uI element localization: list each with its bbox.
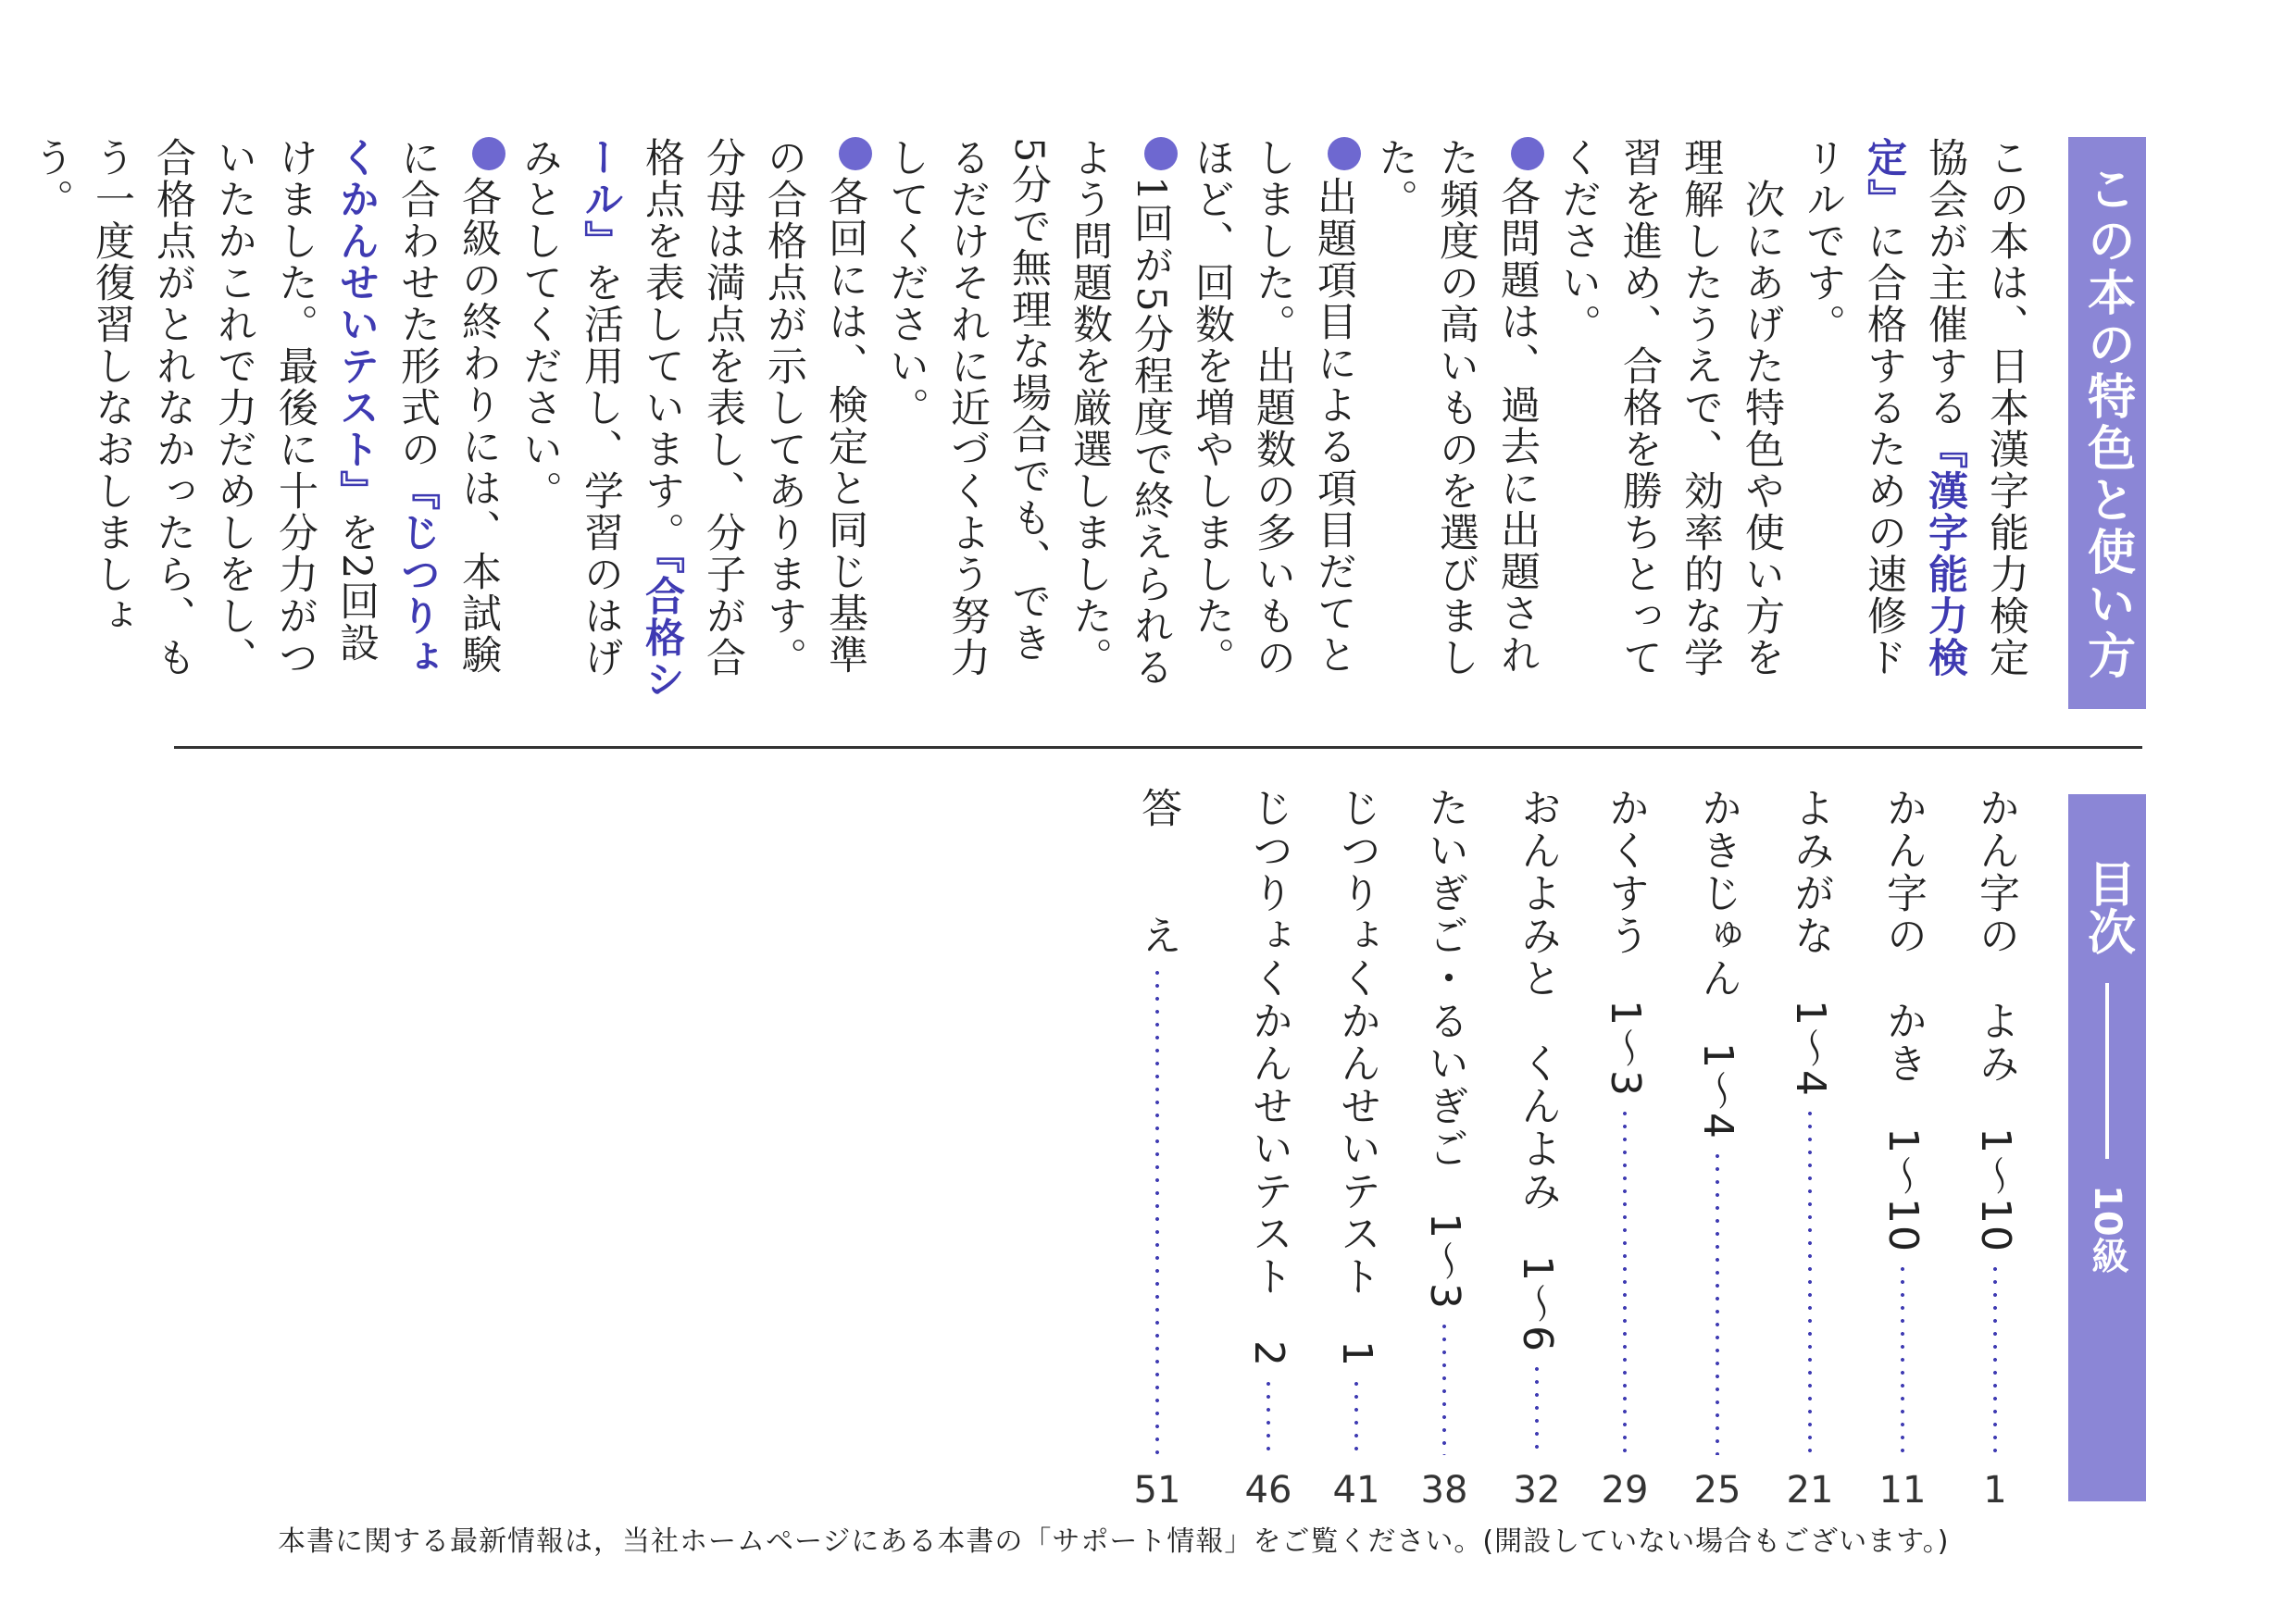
toc-tab-rule <box>2105 983 2109 1159</box>
toc-item-label: 答 え <box>1134 787 1181 957</box>
toc-leader-dots <box>1716 1150 1719 1455</box>
toc-tab <box>2068 794 2146 1501</box>
toc-leader-dots <box>1354 1377 1358 1455</box>
toc-item-page: 32 <box>1513 1469 1561 1512</box>
toc-leader-dots <box>1901 1263 1904 1455</box>
kanji-kentei-emphasis: 『漢字能力検定』 <box>1861 137 1968 678</box>
toc-item-label: かん字の よみ 1〜10 <box>1972 787 2019 1253</box>
toc-item-page: 1 <box>1983 1469 2007 1512</box>
toc-item-label: かくすう 1〜3 <box>1602 787 1649 1098</box>
toc-item-label: じつりょくかんせいテスト 2 <box>1245 787 1292 1368</box>
bullet-icon <box>1144 137 1178 170</box>
toc-item[interactable] <box>1963 787 2028 1512</box>
toc-item[interactable] <box>1685 787 1750 1512</box>
toc-item[interactable] <box>1592 787 1657 1512</box>
bullet-icon <box>472 137 505 170</box>
toc-leader-dots <box>1623 1107 1627 1455</box>
bullet-icon <box>839 137 872 170</box>
features-text <box>28 137 2037 702</box>
toc-item-page: 21 <box>1786 1469 1834 1512</box>
toc-item-label: たいぎご・るいぎご 1〜3 <box>1421 787 1468 1311</box>
toc-item-page: 38 <box>1420 1469 1468 1512</box>
toc-item-label: おんよみと くんよみ 1〜6 <box>1514 787 1561 1353</box>
intro-paragraph-2: 次にあげた特色や使い方を理解したうえで、効率的な学習を進め、合格を勝ちとってください。 <box>1555 137 1785 678</box>
toc-tab-grade: 10級 <box>2086 1185 2128 1274</box>
bullet-item-1: 各問題は、過去に出題された頻度の高いものを選びました。 <box>1365 137 1548 702</box>
bullet-item-4: 各回には、検定と同じ基準の合格点が示してあります。分母は満点を表し、分子が合格点を表しています。『合格シール』を活用し、学習のはげみとしてください。 <box>509 137 876 702</box>
features-tab-title: この本の特色と使い方 <box>2078 164 2135 682</box>
toc-item-page: 11 <box>1878 1469 1927 1512</box>
toc-item-label: よみがな 1〜4 <box>1787 787 1834 1098</box>
toc-leader-dots <box>1808 1107 1812 1455</box>
toc-tab-title: 目次 <box>2078 859 2135 955</box>
toc-item-page: 51 <box>1133 1469 1181 1512</box>
bullet-icon <box>1511 137 1544 170</box>
toc-leader-dots <box>1993 1263 1997 1455</box>
bullet-item-5: 各級の終わりには、本試験に合わせた形式の『じつりょくかんせいテスト』を2回設けました。最後に十分力がついたかこれで力だめしをし、合格点がとれなかったら、もう一度復習しなおしましょう。 <box>20 137 509 702</box>
footer-note: 本書に関する最新情報は，当社ホームページにある本書の「サポート情報」をご覧ください。(開設していない場合もございます。) <box>278 1525 1950 1558</box>
toc-item[interactable] <box>1324 787 1389 1512</box>
jitsuryoku-test-emphasis: 『じつりょくかんせいテスト』 <box>333 137 441 678</box>
toc-leader-dots <box>1155 966 1159 1455</box>
toc-item[interactable] <box>1778 787 1842 1512</box>
toc-item-page: 41 <box>1332 1469 1380 1512</box>
toc-item[interactable] <box>1125 787 1190 1512</box>
toc-item[interactable] <box>1870 787 1935 1512</box>
toc-item-page: 25 <box>1693 1469 1741 1512</box>
toc-item[interactable] <box>1236 787 1301 1512</box>
intro-paragraph-1: この本は、日本漢字能力検定協会が主催する『漢字能力検定』に合格するための速修ドリルです。 <box>1800 137 2029 678</box>
toc-leader-dots <box>1267 1377 1270 1455</box>
toc-item[interactable] <box>1412 787 1477 1512</box>
features-tab <box>2068 137 2146 709</box>
toc-item-label: じつりょくかんせいテスト 1 <box>1333 787 1380 1368</box>
toc-item-label: かきじゅん 1〜4 <box>1694 787 1741 1140</box>
bullet-item-3: 1回が5分程度で終えられるよう問題数を厳選しました。5分で無理な場合でも、できるだけそれに近づくよう努力してください。 <box>876 137 1181 702</box>
section-divider <box>174 746 2142 749</box>
toc-leader-dots <box>1535 1363 1539 1455</box>
toc-item-page: 29 <box>1601 1469 1649 1512</box>
toc-item-label: かん字の かき 1〜10 <box>1879 787 1927 1253</box>
goukaku-seal-emphasis: 『合格シール』 <box>578 137 685 701</box>
toc-item-page: 46 <box>1244 1469 1292 1512</box>
toc-leader-dots <box>1442 1320 1446 1455</box>
bullet-item-2: 出題項目による項目だてとしました。出題数の多いものほど、回数を増やしました。 <box>1181 137 1365 702</box>
bullet-icon <box>1328 137 1361 170</box>
toc-item[interactable] <box>1504 787 1569 1512</box>
